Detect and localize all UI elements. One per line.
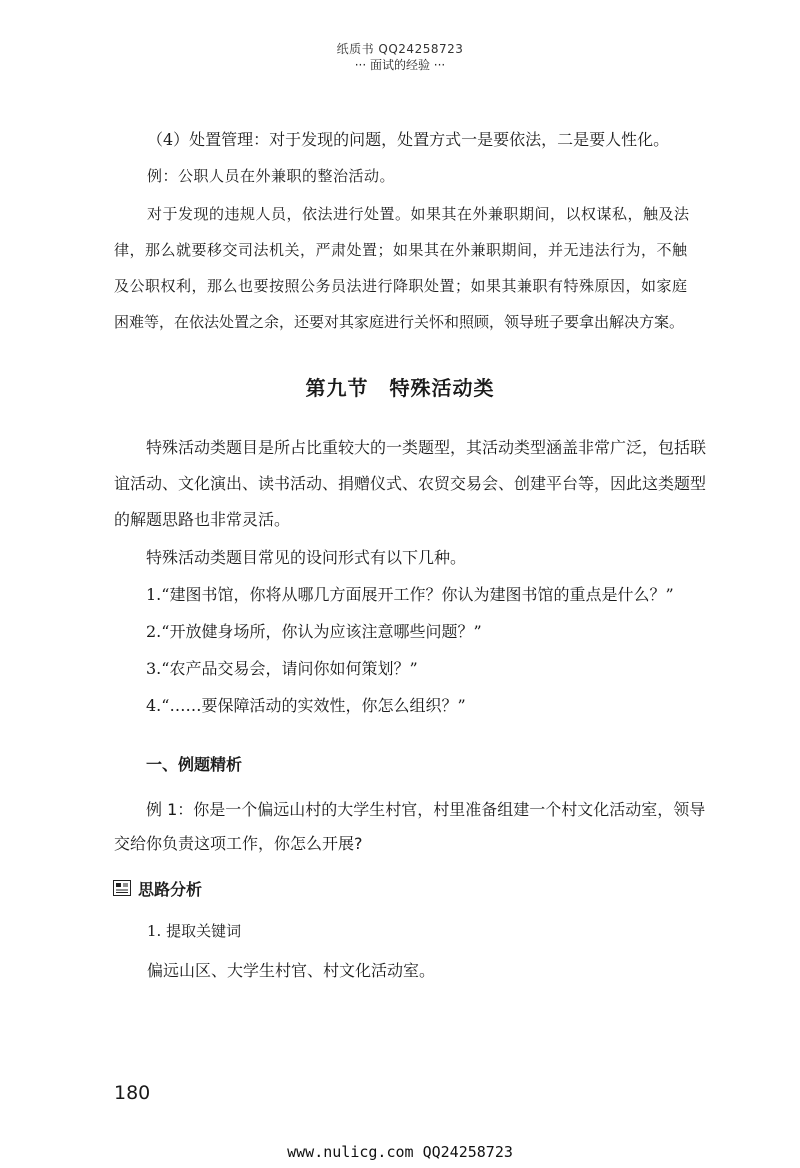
- list-item: 1.“建图书馆，你将从哪几方面展开工作？你认为建图书馆的重点是什么？”: [146, 585, 674, 604]
- paragraph-line: 律，那么就要移交司法机关，严肃处置；如果其在外兼职期间，并无违法行为，不触: [114, 241, 688, 259]
- idea-analysis-icon: [113, 880, 131, 896]
- paragraph-line: 困难等，在依法处置之余，还要对其家庭进行关怀和照顾，领导班子要拿出解决方案。: [114, 313, 685, 331]
- question-list: [146, 576, 674, 724]
- example-question: [114, 793, 734, 861]
- paragraph-line: 交给你负责这项工作，你怎么开展?: [114, 834, 363, 853]
- paragraph-special-activities: [114, 430, 724, 538]
- paragraph-disposal-management: （4）处置管理：对于发现的问题，处置方式一是要依法，二是要人性化。: [147, 130, 670, 149]
- heading-example-analysis: 一、例题精析: [146, 755, 243, 774]
- paragraph-line: 对于发现的违规人员，依法进行处置。如果其在外兼职期间，以权谋私，触及法: [147, 205, 690, 223]
- list-item: 3.“农产品交易会，请问你如何策划？”: [146, 659, 418, 678]
- paragraph-line: 及公职权利，那么也要按照公务员法进行降职处置；如果其兼职有特殊原因，如家庭: [114, 277, 688, 295]
- bottom-watermark: www.nulicg.com QQ24258723: [287, 1143, 513, 1161]
- paragraph-line: 谊活动、文化演出、读书活动、捐赠仪式、农贸交易会、创建平台等，因此这类题型: [114, 474, 707, 493]
- list-item: 2.“开放健身场所，你认为应该注意哪些问题？”: [146, 622, 482, 641]
- section-title: 第九节 特殊活动类: [305, 376, 495, 400]
- paragraph-line: 特殊活动类题目是所占比重较大的一类题型，其活动类型涵盖非常广泛，包括联: [146, 438, 707, 457]
- idea-analysis-heading: 思路分析: [138, 880, 203, 899]
- paragraph-violation-handling: [114, 196, 724, 340]
- page-number: 180: [114, 1082, 151, 1104]
- paragraph-question-forms: 特殊活动类题目常见的设问形式有以下几种。: [146, 548, 467, 567]
- keywords-text: 偏远山区、大学生村官、村文化活动室。: [147, 961, 436, 980]
- paragraph-line: 例 1：你是一个偏远山村的大学生村官，村里准备组建一个村文化活动室，领导: [146, 800, 706, 819]
- step-extract-keywords: 1. 提取关键词: [147, 922, 242, 940]
- example-label: 例：公职人员在外兼职的整治活动。: [147, 167, 396, 185]
- paragraph-line: 的解题思路也非常灵活。: [114, 510, 291, 529]
- running-head: ··· 面试的经验 ···: [354, 58, 446, 72]
- list-item: 4.“……要保障活动的实效性，你怎么组织？”: [146, 696, 466, 715]
- top-watermark: 纸质书 QQ24258723: [336, 42, 464, 56]
